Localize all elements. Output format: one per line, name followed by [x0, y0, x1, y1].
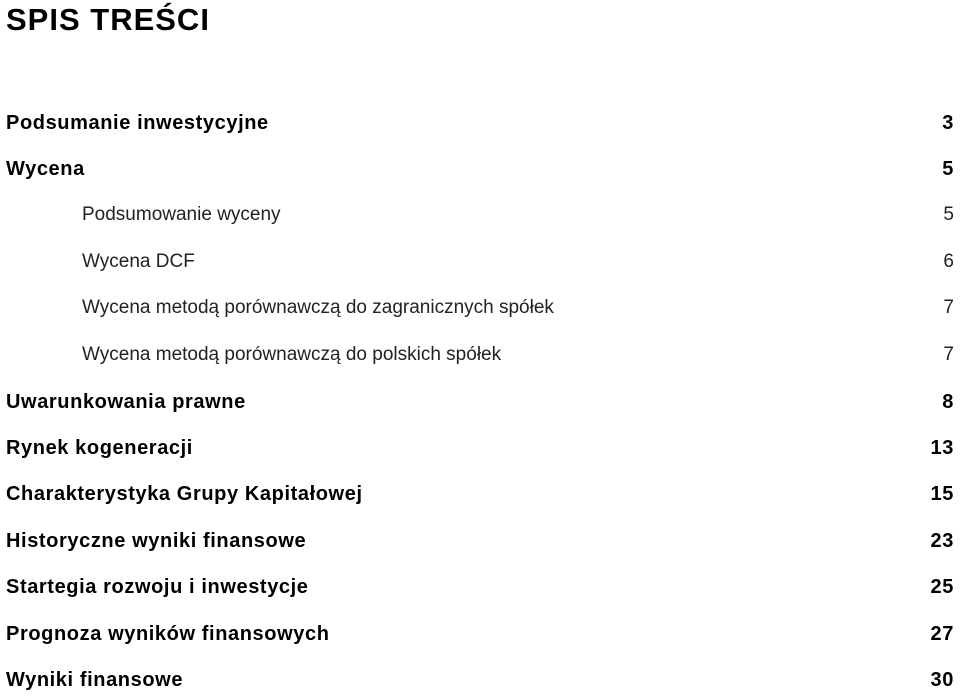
- toc-entry-page-number: 25: [930, 576, 954, 598]
- toc-entry-page-number: 27: [930, 623, 954, 645]
- toc-entry-page-number: 6: [943, 251, 954, 272]
- toc-entry-label: Prognoza wyników finansowych: [6, 623, 330, 645]
- toc-entry-page-number: 23: [930, 530, 954, 552]
- toc-entry-wyniki-finansowe[interactable]: [6, 668, 954, 692]
- toc-entry-label: Charakterystyka Grupy Kapitałowej: [6, 483, 363, 505]
- toc-entry-label: Wycena DCF: [82, 251, 195, 272]
- toc-entry-podsumanie-inwestycyjne[interactable]: [6, 111, 954, 135]
- toc-entry-label: Podsumanie inwestycyjne: [6, 112, 269, 134]
- toc-entry-label: Historyczne wyniki finansowe: [6, 530, 307, 552]
- toc-entry-page-number: 7: [943, 344, 954, 365]
- toc-entry-wycena-dcf[interactable]: [82, 250, 954, 274]
- toc-entry-label: Uwarunkowania prawne: [6, 391, 246, 413]
- toc-entry-historyczne-wyniki[interactable]: [6, 529, 954, 553]
- toc-entry-uwarunkowania-prawne[interactable]: [6, 390, 954, 414]
- toc-entry-podsumowanie-wyceny[interactable]: [82, 203, 954, 227]
- toc-entry-page-number: 13: [930, 437, 954, 459]
- toc-entry-label: Podsumowanie wyceny: [82, 204, 281, 225]
- toc-entry-page-number: 15: [930, 483, 954, 505]
- toc-entry-label: Wycena: [6, 158, 85, 180]
- toc-entry-page-number: 30: [930, 669, 954, 691]
- toc-entry-wycena-zagraniczne[interactable]: [82, 296, 954, 320]
- toc-entry-rynek-kogeneracji[interactable]: [6, 436, 954, 460]
- toc-entry-label: Wyniki finansowe: [6, 669, 184, 691]
- toc-entry-label: Wycena metodą porównawczą do zagranicznych spółek: [82, 297, 554, 318]
- page-title: SPIS TREŚCI: [6, 2, 210, 37]
- toc-entry-page-number: 8: [942, 391, 954, 413]
- toc-entry-label: Startegia rozwoju i inwestycje: [6, 576, 309, 598]
- toc-entry-label: Wycena metodą porównawczą do polskich spółek: [82, 344, 502, 365]
- toc-entry-wycena[interactable]: [6, 157, 954, 181]
- toc-entry-charakterystyka[interactable]: [6, 482, 954, 506]
- toc-entry-prognoza-wynikow[interactable]: [6, 622, 954, 646]
- toc-entry-wycena-polskie[interactable]: [82, 343, 954, 367]
- toc-entry-page-number: 5: [942, 158, 954, 180]
- toc-entry-page-number: 5: [943, 204, 954, 225]
- toc-entry-strategia-rozwoju[interactable]: [6, 575, 954, 599]
- toc-entry-page-number: 7: [943, 297, 954, 318]
- toc-entry-page-number: 3: [942, 112, 954, 134]
- toc-entry-label: Rynek kogeneracji: [6, 437, 193, 459]
